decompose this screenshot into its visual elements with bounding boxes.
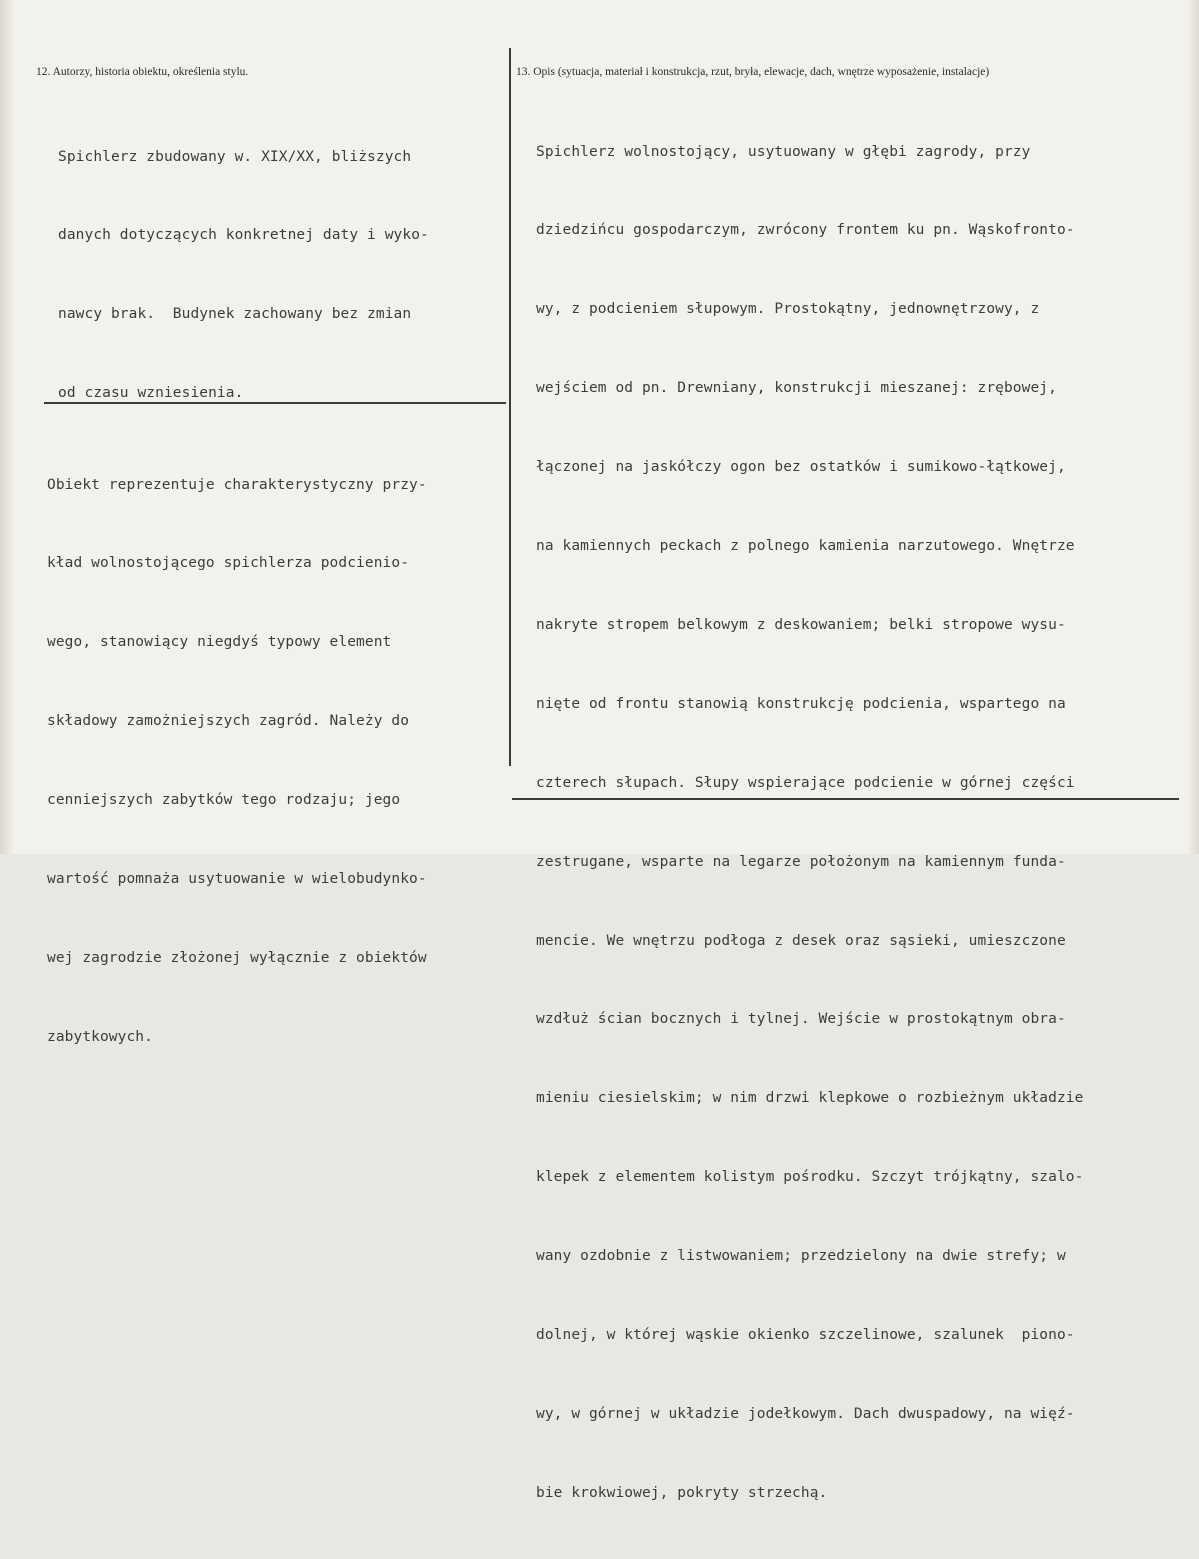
text-line: mieniu ciesielskim; w nim drzwi klepkowe o rozbieżnym układzie: [536, 1090, 1084, 1107]
text-line: nięte od frontu stanowią konstrukcję podcienia, wspartego na: [536, 695, 1066, 712]
text-line: Spichlerz wolnostojący, usytuowany w głębi zagrody, przy: [536, 143, 1031, 160]
text-line: dziedzińcu gospodarczym, zwrócony frontem ku pn. Wąskofronto-: [536, 222, 1075, 239]
text-line: Spichlerz zbudowany w. XIX/XX, bliższych: [58, 148, 412, 165]
text-line: Obiekt reprezentuje charakterystyczny przy-: [47, 476, 427, 493]
field-12-label: 12. Autorzy, historia obiektu, określenia stylu.: [36, 66, 249, 78]
text-line: wy, z podcieniem słupowym. Prostokątny, jednownętrzowy, z: [536, 301, 1040, 318]
field-13-label: 13. Opis (sytuacja, materiał i konstrukcja, rzut, bryła, elewacje, dach, wnętrze wyposażenie, instalacje): [516, 66, 990, 78]
text-line: czterech słupach. Słupy wspierające podcienie w górnej części: [536, 774, 1075, 791]
text-line: bie krokwiowej, pokryty strzechą.: [536, 1484, 828, 1501]
text-line: wy, w górnej w układzie jodełkowym. Dach dwuspadowy, na więź-: [536, 1405, 1075, 1422]
text-line: mencie. We wnętrzu podłoga z desek oraz sąsieki, umieszczone: [536, 932, 1066, 949]
text-line: łączonej na jaskółczy ogon bez ostatków i sumikowo-łątkowej,: [536, 459, 1066, 476]
text-line: zestrugane, wsparte na legarze położonym na kamiennym funda-: [536, 853, 1066, 870]
text-line: wej zagrodzie złożonej wyłącznie z obiektów: [47, 949, 427, 966]
text-line: wego, stanowiący niegdyś typowy element: [47, 634, 392, 651]
heritage-value-text: [47, 419, 427, 1103]
paper-edge-right: [1187, 0, 1199, 854]
text-line: składowy zamożniejszych zagród. Należy do: [47, 713, 410, 730]
text-line: nakryte stropem belkowym z deskowaniem; belki stropowe wysu-: [536, 616, 1066, 633]
text-line: cenniejszych zabytków tego rodzaju; jego: [47, 792, 401, 809]
column-divider: [509, 48, 511, 766]
text-line: wejściem od pn. Drewniany, konstrukcji mieszanej: zrębowej,: [536, 380, 1057, 397]
text-line: nawcy brak. Budynek zachowany bez zmian: [58, 306, 412, 323]
text-line: danych dotyczących konkretnej daty i wyko-: [58, 227, 429, 244]
text-line: dolnej, w której wąskie okienko szczelinowe, szalunek piono-: [536, 1326, 1075, 1343]
text-line: wzdłuż ścian bocznych i tylnej. Wejście w prostokątnym obra-: [536, 1011, 1066, 1028]
paper-edge-left: [0, 0, 14, 854]
authors-history-text: [58, 91, 429, 459]
text-line: wartość pomnaża usytuowanie w wielobudynko-: [47, 871, 427, 888]
text-line: na kamiennych peckach z polnego kamienia narzutowego. Wnętrze: [536, 538, 1075, 555]
description-text: [536, 86, 1083, 1559]
text-line: kład wolnostojącego spichlerza podcienio-: [47, 555, 410, 572]
text-line: od czasu wzniesienia.: [58, 385, 244, 402]
text-line: klepek z elementem kolistym pośrodku. Szczyt trójkątny, szalo-: [536, 1169, 1084, 1186]
text-line: zabytkowych.: [47, 1028, 153, 1045]
text-line: wany ozdobnie z listwowaniem; przedzielony na dwie strefy; w: [536, 1248, 1066, 1265]
